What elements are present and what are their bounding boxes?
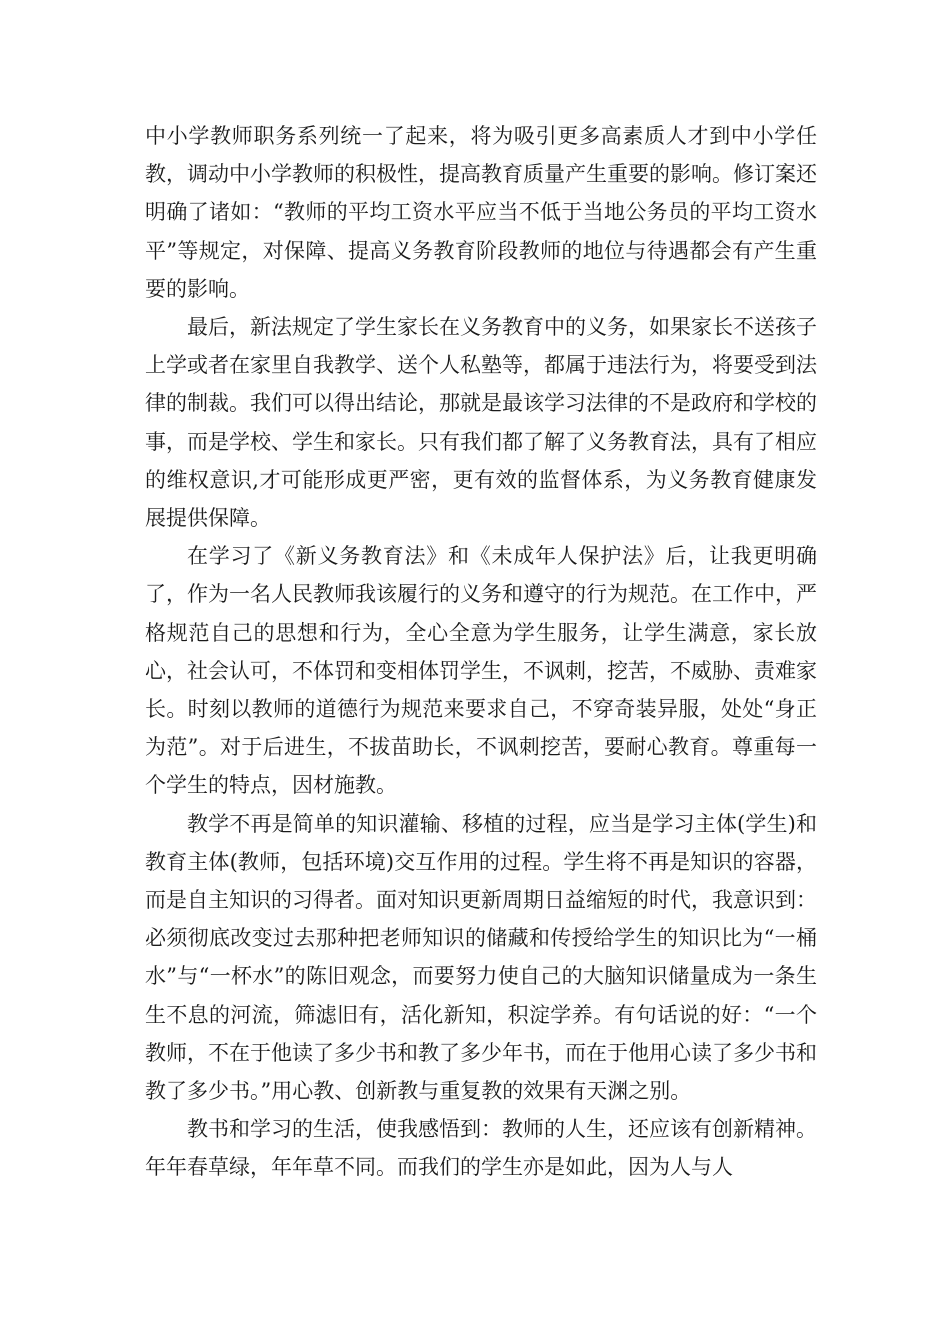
document-page — [145, 117, 817, 1187]
paragraph-3: 在学习了《新义务教育法》和《未成年人保护法》后，让我更明确了，作为一名人民教师我该履行的义务和遵守的行为规范。在工作中，严格规范自己的思想和行为，全心全意为学生服务，让学生满意，家长放心，社会认可，不体罚和变相体罚学生，不讽刺，挖苦，不威胁、责难家长。时刻以教师的道德行为规范来要求自己，不穿奇装异服，处处“身正为范”。对于后进生，不拔苗助长，不讽刺挖苦，要耐心教育。尊重每一个学生的特点，因材施教。 — [145, 544, 817, 798]
paragraph-2: 最后，新法规定了学生家长在义务教育中的义务，如果家长不送孩子上学或者在家里自我教学、送个人私塾等，都属于违法行为，将要受到法律的制裁。我们可以得出结论，那就是最该学习法律的不是政府和学校的事，而是学校、学生和家长。只有我们都了解了义务教育法，具有了相应的维权意识,才可能形成更严密，更有效的监督体系，为义务教育健康发展提供保障。 — [145, 315, 817, 531]
paragraph-1: 中小学教师职务系列统一了起来，将为吸引更多高素质人才到中小学任教，调动中小学教师的积极性，提高教育质量产生重要的影响。修订案还明确了诸如：“教师的平均工资水平应当不低于当地公务员的平均工资水平”等规定，对保障、提高义务教育阶段教师的地位与待遇都会有产生重要的影响。 — [145, 124, 817, 301]
paragraph-4: 教学不再是简单的知识灌输、移植的过程，应当是学习主体(学生)和教育主体(教师，包括环境)交互作用的过程。学生将不再是知识的容器，而是自主知识的习得者。面对知识更新周期日益缩短的时代，我意识到：必须彻底改变过去那种把老师知识的储藏和传授给学生的知识比为“一桶水”与“一杯水”的陈旧观念，而要努力使自己的大脑知识储量成为一条生生不息的河流，筛滤旧有，活化新知，积淀学养。有句话说的好：“一个教师，不在于他读了多少书和教了多少年书，而在于他用心读了多少书和教了多少书。”用心教、创新教与重复教的效果有天渊之别。 — [145, 811, 817, 1104]
paragraph-5: 教书和学习的生活，使我感悟到：教师的人生，还应该有创新精神。年年春草绿，年年草不同。而我们的学生亦是如此，因为人与人 — [145, 1117, 817, 1180]
